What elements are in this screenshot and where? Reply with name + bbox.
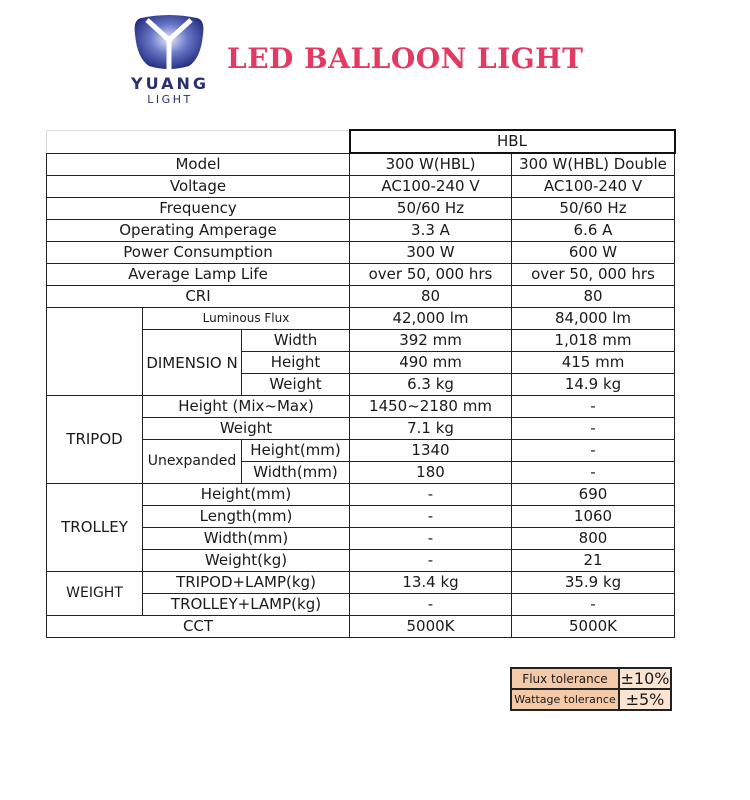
table-row — [47, 286, 675, 308]
row-label: Height (Mix~Max) — [143, 396, 350, 418]
table-row — [47, 242, 675, 264]
cell-value: 300 W(HBL) — [350, 153, 512, 176]
row-label: Height — [242, 352, 350, 374]
spec-table — [46, 129, 676, 638]
cell-value: 13.4 kg — [350, 572, 512, 594]
row-label: Weight — [242, 374, 350, 396]
cell-value: - — [350, 484, 512, 506]
cell-value: 3.3 A — [350, 220, 512, 242]
row-label: TRIPOD+LAMP(kg) — [143, 572, 350, 594]
cell-value: 14.9 kg — [512, 374, 675, 396]
cell-value: 800 — [512, 528, 675, 550]
group-label-dimension: DIMENSIO N — [143, 330, 242, 396]
cell-value: 690 — [512, 484, 675, 506]
tolerance-row — [511, 689, 671, 710]
row-label: Weight — [143, 418, 350, 440]
cell-value: - — [512, 594, 675, 616]
cell-value: 42,000 lm — [350, 308, 512, 330]
group-label-unexpanded: Unexpanded — [143, 440, 242, 484]
cell-value: - — [350, 528, 512, 550]
cell-value: 5000K — [512, 616, 675, 638]
cell-value: 80 — [512, 286, 675, 308]
tolerance-value: ±5% — [619, 689, 671, 710]
row-label: Width(mm) — [242, 462, 350, 484]
table-row — [47, 308, 675, 330]
cell-value: 300 W(HBL) Double — [512, 153, 675, 176]
yuang-logo-icon — [133, 14, 205, 70]
table-row — [47, 264, 675, 286]
tolerance-table — [510, 667, 672, 711]
table-row — [47, 198, 675, 220]
brand-logo — [128, 14, 212, 110]
cell-value: 1,018 mm — [512, 330, 675, 352]
cell-value: - — [350, 506, 512, 528]
row-label: Operating Amperage — [47, 220, 350, 242]
row-label: Width(mm) — [143, 528, 350, 550]
table-row — [47, 396, 675, 418]
row-label: Voltage — [47, 176, 350, 198]
table-row — [47, 484, 675, 506]
table-row — [47, 616, 675, 638]
row-label: Length(mm) — [143, 506, 350, 528]
cell-value: 1450~2180 mm — [350, 396, 512, 418]
row-label: Power Consumption — [47, 242, 350, 264]
table-header-row — [47, 130, 675, 153]
cell-value: 300 W — [350, 242, 512, 264]
cell-value: 6.3 kg — [350, 374, 512, 396]
row-label: TROLLEY+LAMP(kg) — [143, 594, 350, 616]
row-label: Height(mm) — [143, 484, 350, 506]
cell-value: 35.9 kg — [512, 572, 675, 594]
cell-value: AC100-240 V — [512, 176, 675, 198]
blank-group-cell — [47, 308, 143, 396]
row-label: Average Lamp Life — [47, 264, 350, 286]
cell-value: 84,000 lm — [512, 308, 675, 330]
cell-value: - — [512, 396, 675, 418]
series-header: HBL — [350, 130, 675, 153]
cell-value: 21 — [512, 550, 675, 572]
cell-value: AC100-240 V — [350, 176, 512, 198]
row-label: Width — [242, 330, 350, 352]
cell-value: over 50, 000 hrs — [350, 264, 512, 286]
table-row — [47, 220, 675, 242]
cell-value: - — [350, 594, 512, 616]
cell-value: 490 mm — [350, 352, 512, 374]
cell-value: 1340 — [350, 440, 512, 462]
row-label: Weight(kg) — [143, 550, 350, 572]
cell-value: 1060 — [512, 506, 675, 528]
row-label: Height(mm) — [242, 440, 350, 462]
cell-value: - — [512, 462, 675, 484]
cell-value: - — [512, 440, 675, 462]
header-blank-cell — [47, 130, 350, 153]
cell-value: over 50, 000 hrs — [512, 264, 675, 286]
row-label: Model — [47, 153, 350, 176]
cell-value: 180 — [350, 462, 512, 484]
table-row — [47, 572, 675, 594]
cell-value: 7.1 kg — [350, 418, 512, 440]
cell-value: 415 mm — [512, 352, 675, 374]
cell-value: 50/60 Hz — [512, 198, 675, 220]
cell-value: 50/60 Hz — [350, 198, 512, 220]
cell-value: 6.6 A — [512, 220, 675, 242]
tolerance-row — [511, 668, 671, 689]
page-title: LED BALLOON LIGHT — [227, 42, 584, 75]
row-label: CRI — [47, 286, 350, 308]
group-label-weight: WEIGHT — [47, 572, 143, 616]
logo-name: YUANG — [131, 74, 209, 93]
cell-value: 600 W — [512, 242, 675, 264]
table-row — [47, 176, 675, 198]
row-label: Luminous Flux — [143, 308, 350, 330]
table-row — [47, 153, 675, 176]
cell-value: - — [350, 550, 512, 572]
row-label: CCT — [47, 616, 350, 638]
cell-value: 392 mm — [350, 330, 512, 352]
cell-value: - — [512, 418, 675, 440]
cell-value: 80 — [350, 286, 512, 308]
logo-subtitle: LIGHT — [147, 93, 193, 106]
tolerance-label: Wattage tolerance — [511, 689, 619, 710]
tolerance-label: Flux tolerance — [511, 668, 619, 689]
tolerance-value: ±10% — [620, 669, 670, 688]
cell-value: 5000K — [350, 616, 512, 638]
row-label: Frequency — [47, 198, 350, 220]
group-label-tripod: TRIPOD — [47, 396, 143, 484]
group-label-trolley: TROLLEY — [47, 484, 143, 572]
